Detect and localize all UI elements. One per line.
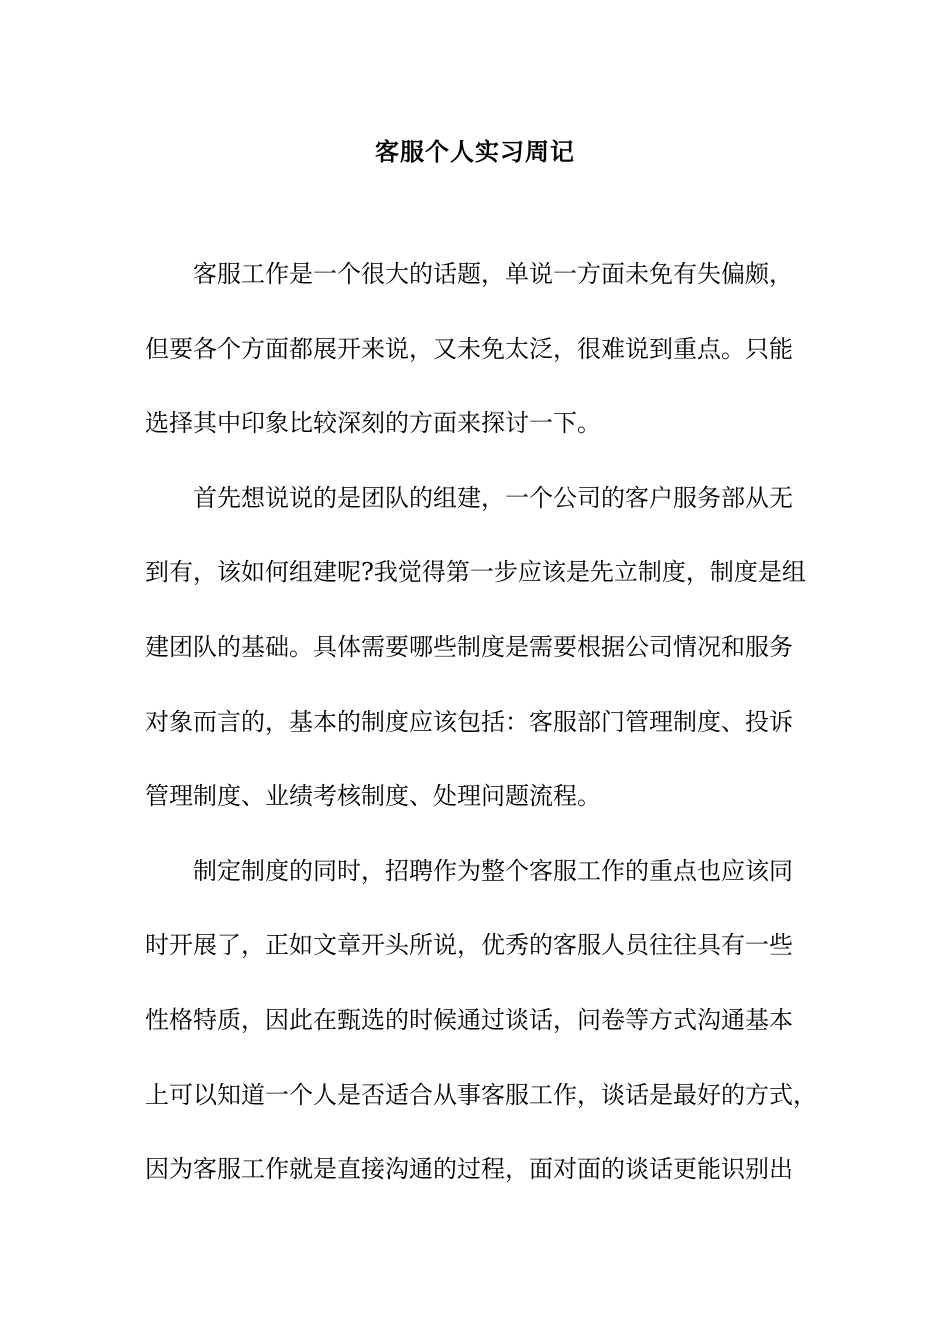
text-line: 时开展了，正如文章开头所说，优秀的客服人员往往具有一些 bbox=[145, 931, 793, 960]
text-line: 建团队的基础。具体需要哪些制度是需要根据公司情况和服务 bbox=[145, 632, 793, 661]
text-line: 制定制度的同时，招聘作为整个客服工作的重点也应该同 bbox=[193, 856, 793, 885]
text-line: 首先想说说的是团队的组建，一个公司的客户服务部从无 bbox=[193, 483, 793, 512]
paragraph-1 bbox=[145, 256, 825, 480]
text-line: 到有，该如何组建呢?我觉得第一步应该是先立制度，制度是组 bbox=[145, 558, 806, 587]
paragraph-3 bbox=[145, 853, 825, 1226]
text-line: 因为客服工作就是直接沟通的过程，面对面的谈话更能识别出 bbox=[145, 1155, 793, 1184]
text-line: 选择其中印象比较深刻的方面来探讨一下。 bbox=[145, 409, 601, 438]
text-line: 但要各个方面都展开来说，又未免太泛，很难说到重点。只能 bbox=[145, 334, 793, 363]
text-line: 对象而言的，基本的制度应该包括：客服部门管理制度、投诉 bbox=[145, 707, 793, 736]
text-line: 性格特质，因此在甄选的时候通过谈话，问卷等方式沟通基本 bbox=[145, 1005, 793, 1034]
paragraph-2 bbox=[145, 480, 825, 853]
text-line: 上可以知道一个人是否适合从事客服工作，谈话是最好的方式， bbox=[145, 1080, 817, 1109]
text-line: 客服工作是一个很大的话题，单说一方面未免有失偏颇， bbox=[193, 260, 793, 288]
document-title: 客服个人实习周记 bbox=[375, 137, 575, 166]
text-line: 管理制度、业绩考核制度、处理问题流程。 bbox=[145, 782, 601, 811]
document-body bbox=[145, 256, 825, 1226]
